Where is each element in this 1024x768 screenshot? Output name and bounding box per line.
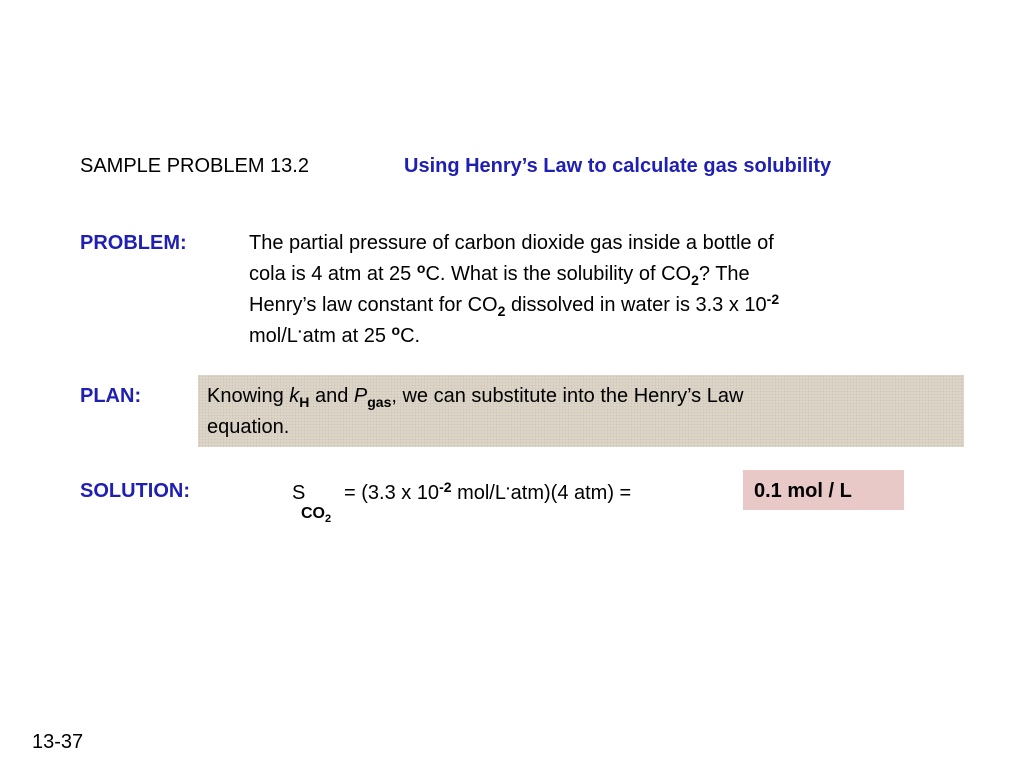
exponent: -2 [766,291,780,307]
middle-dot: · [297,323,303,339]
co2-subscript: 2 [691,272,699,288]
k-subscript: H [299,394,310,410]
plan-line-2: equation. [207,416,290,438]
co-text: CO [301,505,325,522]
problem-line-2-b: C. What is the solubility of CO [425,263,692,285]
p-subscript: gas [367,394,392,410]
solution-label: SOLUTION: [80,480,190,502]
plan-text-b: and [309,385,354,407]
problem-line-2-c: ? The [698,263,750,285]
problem-line-3-a: Henry’s law constant for CO [249,294,498,316]
problem-label: PROBLEM: [80,232,187,254]
degree-symbol: o [391,322,401,338]
sample-problem-label: SAMPLE PROBLEM 13.2 [80,155,309,177]
co2-subscript: 2 [497,303,506,319]
solubility-subscript [301,504,331,529]
answer-value: 0.1 mol / L [754,480,852,502]
plan-text-a: Knowing [207,385,290,407]
problem-line-4-a: mol/L [249,325,298,347]
equation-c: atm)(4 atm) = [510,482,632,504]
k-symbol: k [289,385,300,407]
problem-line-1-text: The partial pressure of carbon dioxide gas inside a bottle of [249,232,774,254]
equation-b: mol/L [451,482,506,504]
co2-subscript: 2 [325,513,332,525]
problem-line-3 [249,290,779,321]
problem-line-3-b: dissolved in water is 3.3 x 10 [505,294,767,316]
equation-a: = (3.3 x 10 [344,482,440,504]
plan-line-1 [207,381,743,412]
solution-equation [344,478,631,509]
p-symbol: P [353,385,368,407]
problem-line-1 [249,228,774,259]
plan-text-c: , we can substitute into the Henry’s Law [391,385,744,407]
plan-label: PLAN: [80,385,142,407]
solubility-symbol: S [292,482,306,504]
degree-symbol: o [416,260,426,276]
exponent: -2 [439,479,452,495]
problem-line-4-b: atm at 25 [302,325,392,347]
problem-line-4 [249,321,420,352]
problem-line-4-c: C. [400,325,421,347]
page-title: Using Henry’s Law to calculate gas solubility [404,155,832,177]
problem-line-2 [249,259,750,290]
problem-line-2-a: cola is 4 atm at 25 [249,263,417,285]
middle-dot: · [505,480,511,496]
slide-number: 13-37 [32,731,84,753]
